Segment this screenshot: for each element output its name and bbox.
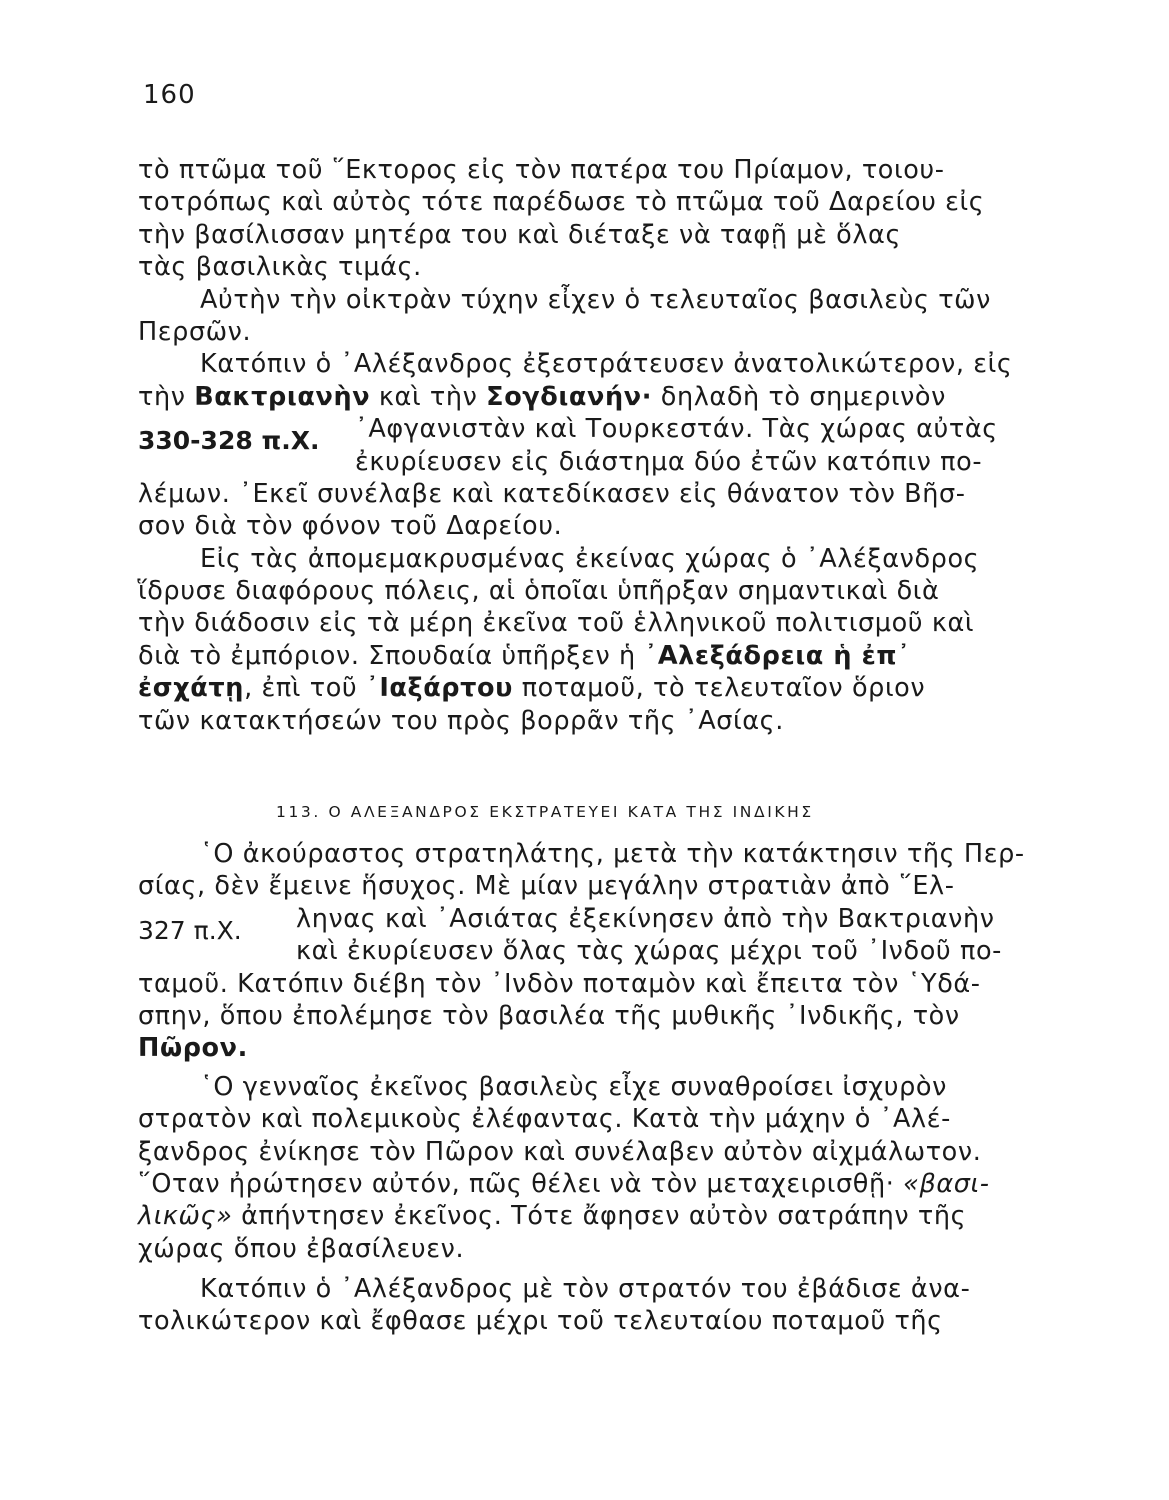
text-run: ληνας καὶ ᾿Ασιάτας ἐξεκίνησεν ἀπὸ τὴν Βακτριανὴν — [296, 903, 995, 934]
body-text-section-1 — [138, 154, 1093, 737]
text-line: Κατόπιν ὁ ᾿Αλέξανδρος ἐξεστράτευσεν ἀνατολικώτερον, εἰς — [200, 349, 1013, 380]
text-line — [138, 1168, 1093, 1200]
text-line: καὶ ἐκυρίευσεν ὅλας τὰς χώρας μέχρι τοῦ ᾿Ινδοῦ πο- — [296, 936, 1002, 967]
text-run: ᾿Αφγανιστὰν καὶ Τουρκεστάν. Τὰς χώρας αὐτὰς — [355, 414, 998, 445]
italic-quote: «βασι- — [903, 1168, 990, 1199]
text-line: τοτρόπως καὶ αὐτὸς τότε παρέδωσε τὸ πτῶμα τοῦ Δαρείου εἰς — [138, 187, 985, 218]
text-line: τῶν κατακτήσεών του πρὸς βορρᾶν τῆς ᾿Ασίας. — [138, 705, 784, 736]
bold-term-sogdiana: Σογδιανήν· — [486, 381, 653, 412]
text-line: ῾Ο γενναῖος ἐκεῖνος βασιλεὺς εἶχε συναθροίσει ἰσχυρὸν — [200, 1071, 947, 1102]
bold-term-bactria: Βακτριανὴν — [194, 381, 371, 412]
text-line: ἵδρυσε διαφόρους πόλεις, αἱ ὁποῖαι ὑπῆρξαν σημαντικαὶ διὰ — [138, 576, 940, 607]
text-line: ῾Ο ἀκούραστος στρατηλάτης, μετὰ τὴν κατάκτησιν τῆς Περ- — [200, 839, 1025, 869]
page-number: 160 — [143, 80, 196, 110]
text-line: τὴν διάδοσιν εἰς τὰ μέρη ἐκεῖνα τοῦ ἑλληνικοῦ πολιτισμοῦ καὶ — [138, 608, 975, 639]
text-line: ξανδρος ἐνίκησε τὸν Πῶρον καὶ συνέλαβεν αὐτὸν αἰχμάλωτον. — [138, 1136, 982, 1167]
text-line: Εἰς τὰς ἀπομεμακρυσμένας ἐκείνας χώρας ὁ ᾿Αλέξανδρος — [200, 543, 980, 574]
section-heading: 113. Ο ΑΛΕΞΑΝΔΡΟΣ ΕΚΣΤΡΑΤΕΥΕΙ ΚΑΤΑ ΤΗΣ ΙΝΔΙΚΗΣ — [276, 803, 814, 821]
text-line — [138, 640, 1093, 672]
text-line: ἐκυρίευσεν εἰς διάστημα δύο ἐτῶν κατόπιν πο- — [355, 446, 983, 477]
text-line: στρατὸν καὶ πολεμικοὺς ἐλέφαντας. Κατὰ τὴν μάχην ὁ ᾿Αλέ- — [138, 1104, 951, 1135]
text-line: τολικώτερον καὶ ἔφθασε μέχρι τοῦ τελευταίου ποταμοῦ τῆς — [138, 1306, 943, 1337]
bold-term-iaxartes: ᾿Ιαξάρτου — [365, 673, 513, 704]
text-line — [138, 381, 1093, 413]
text-run: ῞Οταν ἠρώτησεν αὐτόν, πῶς θέλει νὰ τὸν μεταχειρισθῇ· — [138, 1168, 904, 1199]
text-run: ποταμοῦ, τὸ τελευταῖον ὅριον — [512, 673, 926, 704]
text-line: Αὐτὴν τὴν οἰκτρὰν τύχην εἶχεν ὁ τελευταῖος βασιλεὺς τῶν — [200, 284, 991, 315]
text-line: Κατόπιν ὁ ᾿Αλέξανδρος μὲ τὸν στρατόν του ἐβάδισε ἀνα- — [200, 1274, 971, 1305]
text-line: χώρας ὅπου ἐβασίλευεν. — [138, 1233, 465, 1264]
text-line — [138, 413, 1093, 456]
text-line — [138, 903, 1093, 945]
margin-date-note: 330-328 π.Χ. — [138, 426, 320, 456]
text-run: τὴν — [138, 381, 195, 412]
text-run: καὶ τὴν — [370, 381, 487, 412]
text-run: δηλαδὴ τὸ σημερινὸν — [652, 381, 946, 412]
text-line: τὴν βασίλισσαν μητέρα του καὶ διέταξε νὰ ταφῇ μὲ ὅλας — [138, 219, 902, 250]
text-run: ἀπήντησεν ἐκεῖνος. Τότε ἄφησεν αὐτὸν σατράπην τῆς — [232, 1201, 967, 1232]
text-line: σπην, ὅπου ἐπολέμησε τὸν βασιλέα τῆς μυθικῆς ᾿Ινδικῆς, τὸν — [138, 1000, 960, 1031]
text-line: σον διὰ τὸν φόνον τοῦ Δαρείου. — [138, 511, 563, 542]
text-line: λέμων. ᾿Εκεῖ συνέλαβε καὶ κατεδίκασεν εἰς θάνατον τὸν Βῆσ- — [138, 478, 966, 509]
text-line: ταμοῦ. Κατόπιν διέβη τὸν ᾿Ινδὸν ποταμὸν καὶ ἔπειτα τὸν ῾Υδά- — [138, 968, 981, 999]
italic-quote: λικῶς» — [138, 1201, 233, 1232]
text-line: Περσῶν. — [138, 316, 252, 347]
bold-term-alexandria: ᾿Αλεξάδρεια ἡ ἐπ᾿ — [644, 640, 911, 671]
text-line — [138, 672, 1093, 704]
bold-term-poros: Πῶρον. — [138, 1033, 248, 1064]
text-line: τὰς βασιλικὰς τιμάς. — [138, 252, 422, 283]
margin-date-note: 327 π.Χ. — [138, 915, 242, 945]
text-line: τὸ πτῶμα τοῦ ῞Εκτορος εἰς τὸν πατέρα του Πρίαμον, τοιου- — [138, 155, 945, 185]
body-text-section-2 — [138, 838, 1093, 1338]
text-line — [138, 1200, 1093, 1232]
text-run: διὰ τὸ ἐμπόριον. Σπουδαία ὑπῆρξεν ἡ — [138, 640, 645, 671]
bold-term-eschate: ἐσχάτῃ — [138, 673, 245, 704]
text-line: σίας, δὲν ἔμεινε ἥσυχος. Μὲ μίαν μεγάλην στρατιὰν ἀπὸ ῞Ελ- — [138, 871, 955, 902]
text-run: , ἐπὶ τοῦ — [244, 673, 366, 704]
